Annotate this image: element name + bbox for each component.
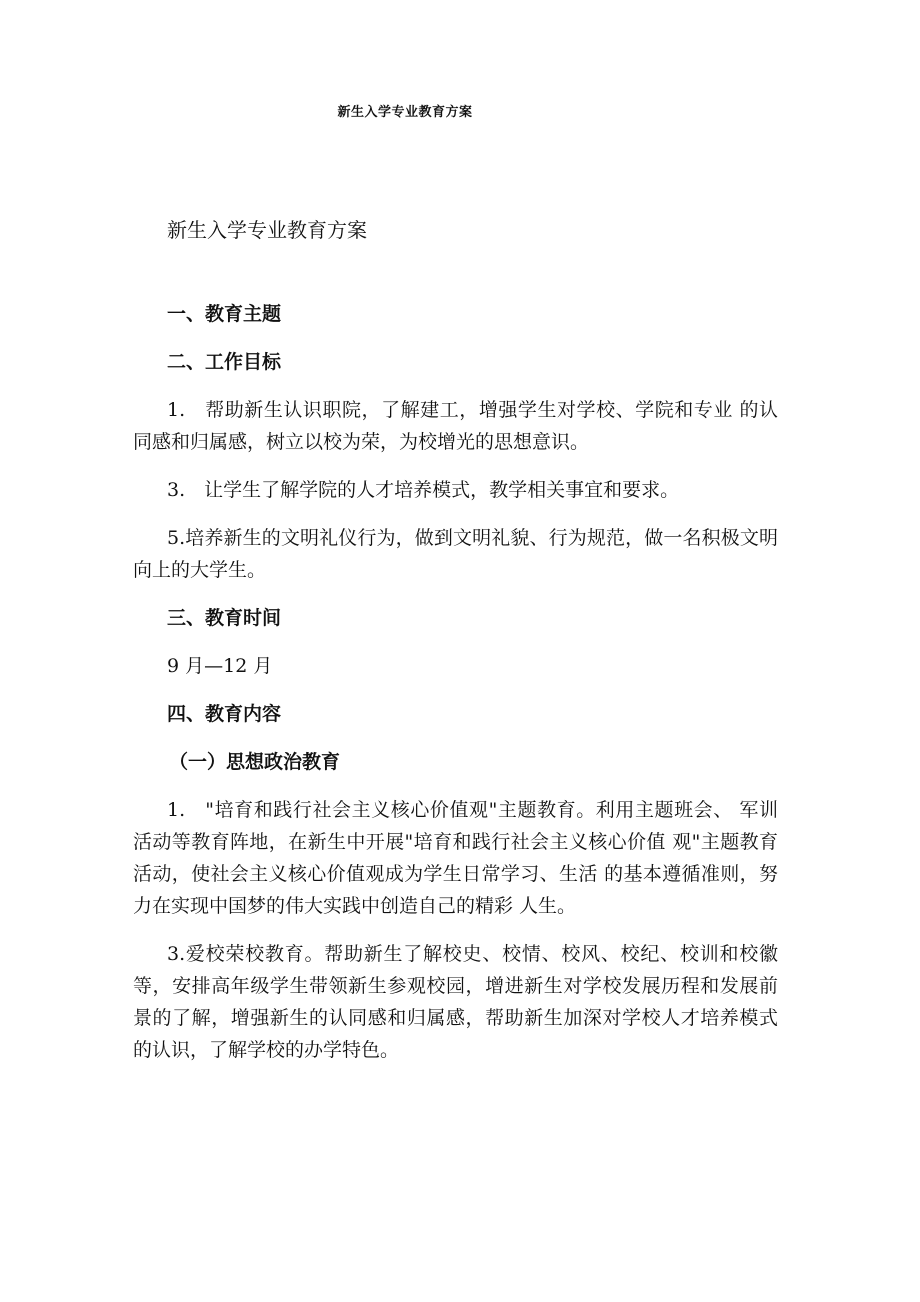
content-paragraph-1: 1. "培育和践行社会主义核心价值观"主题教育。利用主题班会、 军训活动等教育阵地，在新生中开展"培育和践行社会主义核心价值 观"主题教育活动，使社会主义核心价值观成为学生日常学习、生活 的基本遵循准则，努力在实现中国梦的伟大实践中创造自己的精彩 人生。 [133,799,778,917]
goal-paragraph-3: 3. 让学生了解学院的人才培养模式，教学相关事宜和要求。 [167,479,680,501]
section-heading-goals: 二、工作目标 [167,351,282,373]
section-heading-time: 三、教育时间 [167,607,282,629]
subsection-heading-political: （一）思想政治教育 [169,751,341,773]
goal-paragraph-1: 1. 帮助新生认识职院，了解建工，增强学生对学校、学院和专业 的认同感和归属感，树立以校为荣，为校增光的思想意识。 [133,399,778,453]
section-heading-theme: 一、教育主题 [167,303,282,325]
content-paragraph-3: 3.爱校荣校教育。帮助新生了解校史、校情、校风、校纪、校训和校徽等，安排高年级学生带领新生参观校园，增进新生对学校发展历程和发展前景的了解，增强新生的认同感和归属感，帮助新生加深对学校人才培养模式的认识，了解学校的办学特色。 [133,943,778,1061]
running-header: 新生入学专业教育方案 [337,105,473,120]
goal-paragraph-5: 5.培养新生的文明礼仪行为，做到文明礼貌、行为规范，做一名积极文明向上的大学生。 [133,527,778,581]
time-paragraph: 9 月—12 月 [167,655,273,677]
document-body [133,298,778,1082]
section-heading-content: 四、教育内容 [167,703,282,725]
document-title: 新生入学专业教育方案 [167,218,367,242]
